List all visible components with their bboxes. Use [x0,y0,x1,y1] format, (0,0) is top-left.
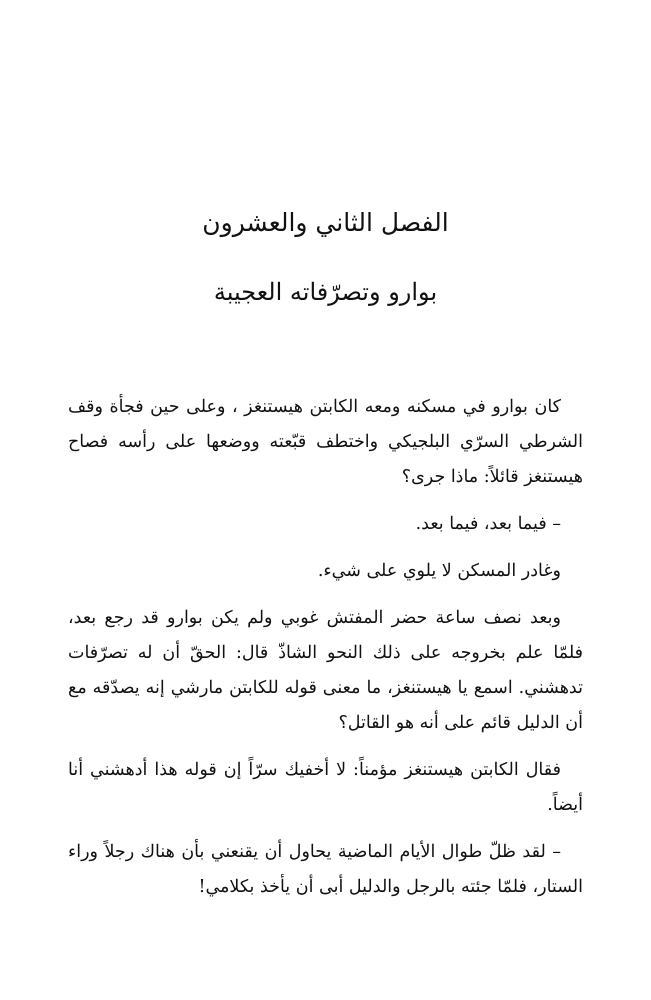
paragraph: وغادر المسكن لا يلوي على شيء. [317,561,561,581]
chapter-title: الفصل الثاني والعشرون [202,208,449,237]
paragraph: فقال الكابتن هيستنغز مؤمناً: لا أخفيك سرّاً إن قوله هذا أدهشني أنا أيضاً. [68,760,583,815]
paragraph: – لقد ظلّ طوال الأيام الماضية يحاول أن يقنعني بأن هناك رجلاً وراء الستار، فلمّا جئته بالرجل والدليل أبى أن يأخذ بكلامي! [68,842,583,897]
paragraph: – فيما بعد، فيما بعد. [415,514,561,534]
paragraph: كان بوارو في مسكنه ومعه الكابتن هيستنغز ، وعلى حين فجأة وقف الشرطي السرّي البلجيكي واختطف قبّعته ووضعها على رأسه فصاح هيستنغز قائلاً: ماذا جرى؟ [68,397,583,487]
paragraph: وبعد نصف ساعة حضر المفتش غوبي ولم يكن بوارو قد رجع بعد، فلمّا علم بخروجه على ذلك النحو الشاذّ قال: الحقّ أن له تصرّفات تدهشني. اسمع يا هيستنغز، ما معنى قوله للكابتن مارشي إنه يصدّقه مع أن الدليل قائم على أنه هو القاتل؟ [68,608,583,733]
chapter-body [68,390,583,917]
chapter-subtitle: بوارو وتصرّفاته العجيبة [213,278,438,306]
